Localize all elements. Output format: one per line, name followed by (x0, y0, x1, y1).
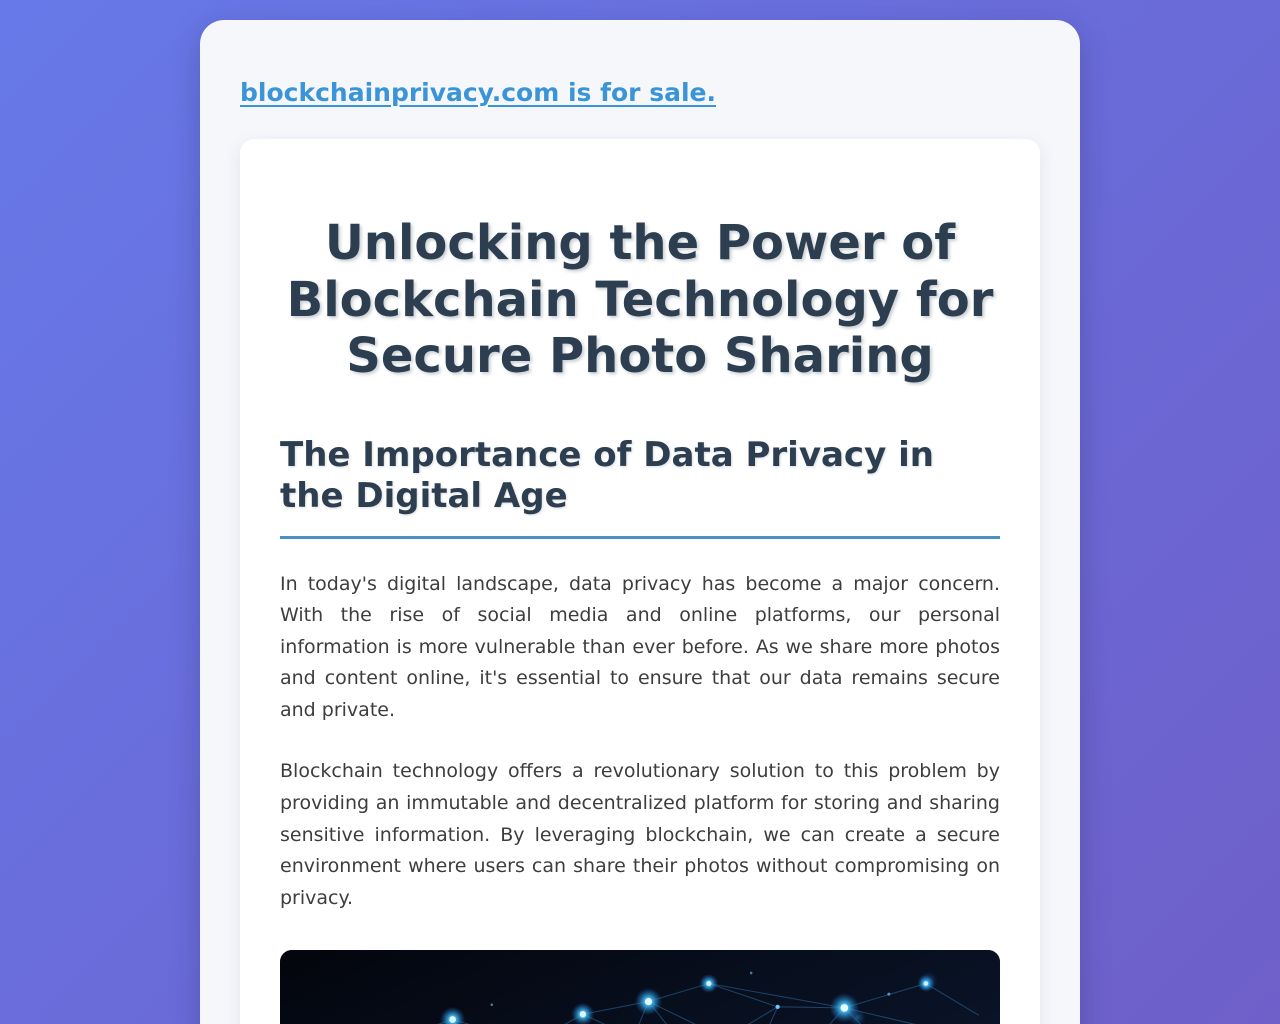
article-card (240, 139, 1040, 1024)
blockchain-network-graphic (280, 950, 1000, 1024)
section-heading: The Importance of Data Privacy in the Digital Age (280, 435, 1000, 539)
page-card (200, 20, 1080, 1024)
blockchain-network-image (280, 950, 1000, 1024)
article-title: Unlocking the Power of Blockchain Technology for Secure Photo Sharing (286, 215, 994, 385)
paragraph-data-privacy: In today's digital landscape, data privacy has become a major concern. With the rise of social media and online platforms, our personal information is more vulnerable than ever before. As we share more photos and content online, it's essential to ensure that our data remains secure and private. (280, 572, 1000, 721)
domain-for-sale-link[interactable]: blockchainprivacy.com is for sale. (240, 78, 716, 107)
paragraph-blockchain-solution: Blockchain technology offers a revolutionary solution to this problem by providing an immutable and decentralized platform for storing and sharing sensitive information. By leveraging blockchain, we can create a secure environment where users can share their photos without compromising on privacy. (280, 760, 1000, 909)
